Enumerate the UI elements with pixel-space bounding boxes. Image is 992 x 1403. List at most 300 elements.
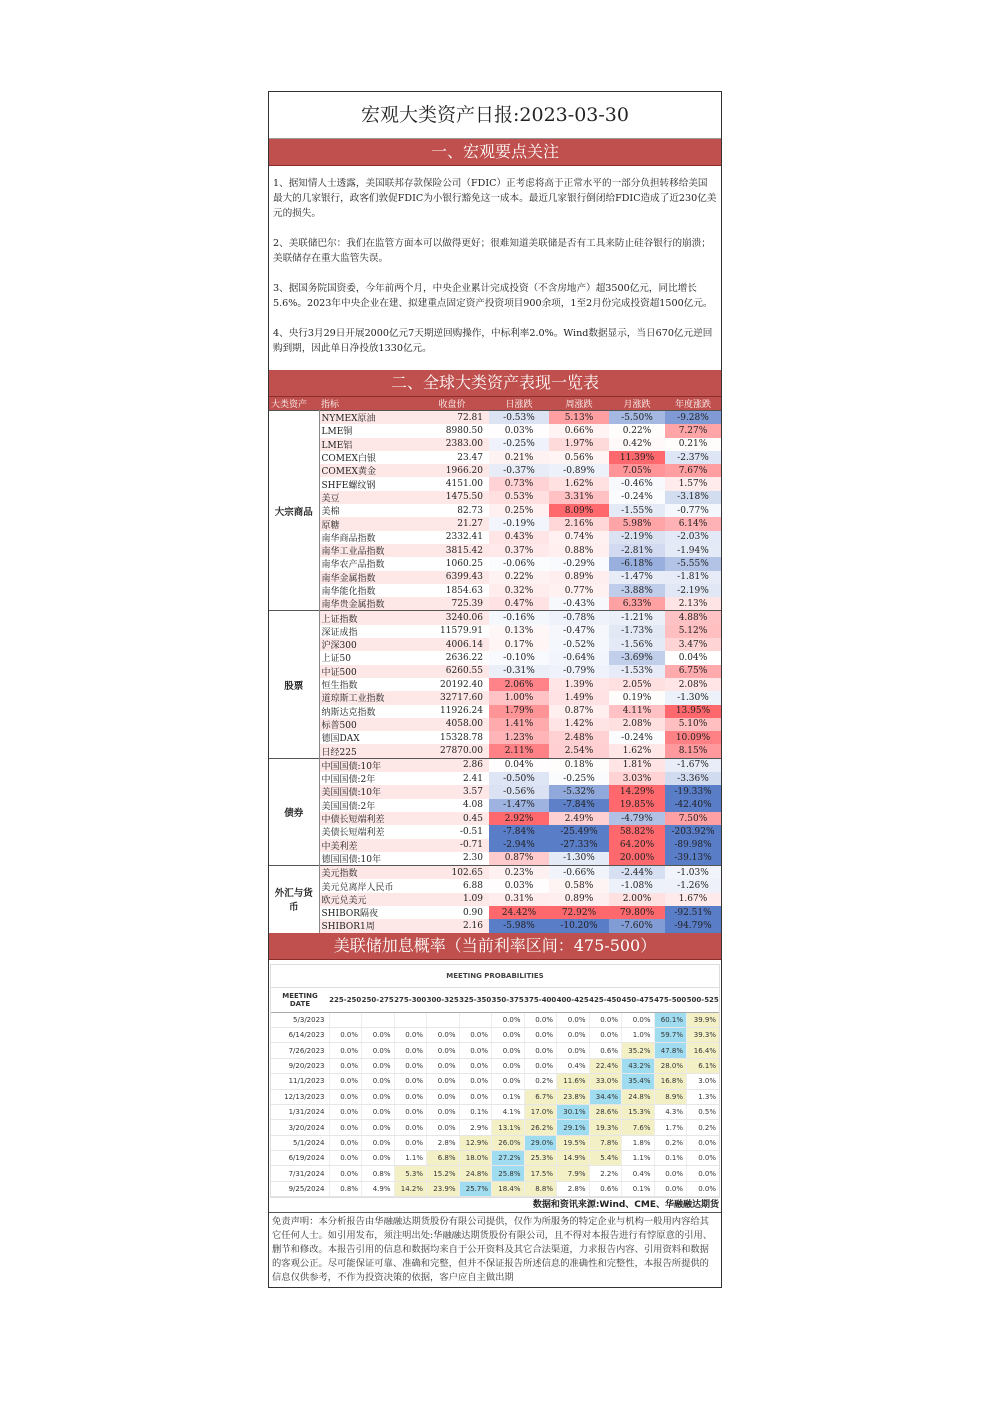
probability-cell: 0.0% (459, 1058, 492, 1073)
indicator-name: COMEX黄金 (319, 464, 415, 477)
meeting-date: 5/1/2024 (271, 1135, 329, 1150)
table-row (269, 812, 721, 825)
table-row (269, 919, 721, 932)
weekly-change: 0.89% (549, 571, 609, 584)
probability-cell: 2.2% (589, 1166, 622, 1181)
table-row (269, 906, 721, 919)
probability-cell: 0.0% (427, 1104, 460, 1119)
probability-cell: 0.0% (654, 1166, 687, 1181)
yearly-change: 6.75% (665, 665, 721, 678)
weekly-change: -0.47% (549, 625, 609, 638)
daily-change: -0.10% (489, 651, 549, 664)
probability-cell: 0.0% (362, 1120, 395, 1135)
daily-change: 0.73% (489, 477, 549, 490)
daily-change: 1.79% (489, 705, 549, 718)
indicator-name: 标普500 (319, 718, 415, 731)
weekly-change: -0.43% (549, 597, 609, 611)
probability-cell: 0.0% (557, 1043, 590, 1058)
daily-change: 0.37% (489, 544, 549, 557)
close-value: 11579.91 (415, 625, 489, 638)
probability-cell: 35.2% (622, 1043, 655, 1058)
weekly-change: 0.58% (549, 879, 609, 892)
daily-change: 0.21% (489, 451, 549, 464)
probability-cell: 22.4% (589, 1058, 622, 1073)
indicator-name: 美棉 (319, 504, 415, 517)
yearly-change: -1.26% (665, 879, 721, 892)
monthly-change: 58.82% (609, 825, 665, 838)
monthly-change: -2.81% (609, 544, 665, 557)
yearly-change: -42.40% (665, 799, 721, 812)
monthly-change: 11.39% (609, 451, 665, 464)
monthly-change: -0.24% (609, 491, 665, 504)
yearly-change: -94.79% (665, 919, 721, 932)
monthly-change: 4.11% (609, 705, 665, 718)
yearly-change: 5.10% (665, 718, 721, 731)
monthly-change: 20.00% (609, 852, 665, 866)
table-row (269, 785, 721, 798)
daily-change: 1.23% (489, 731, 549, 744)
fed-column-header: MEETING DATE (271, 988, 329, 1013)
fed-column-header: 275-300 (394, 988, 427, 1013)
daily-change: -0.06% (489, 557, 549, 570)
daily-change: -0.37% (489, 464, 549, 477)
close-value: 4.08 (415, 799, 489, 812)
close-value: 32717.60 (415, 691, 489, 704)
weekly-change: -0.89% (549, 464, 609, 477)
probability-cell: 2.9% (459, 1120, 492, 1135)
monthly-change: -0.24% (609, 731, 665, 744)
probability-cell: 0.0% (492, 1074, 525, 1089)
weekly-change: 0.74% (549, 531, 609, 544)
monthly-change: -1.08% (609, 879, 665, 892)
probability-cell: 7.8% (589, 1135, 622, 1150)
probability-cell: 0.0% (524, 1043, 557, 1058)
fed-probability-table (271, 988, 719, 1198)
daily-change: 0.31% (489, 893, 549, 906)
news-item: 4、央行3月29日开展2000亿元7天期逆回购操作，中标利率2.0%。Wind数据显示，当日670亿元逆回购到期，因此单日净投放1330亿元。 (273, 328, 713, 354)
yearly-change: 0.04% (665, 651, 721, 664)
probability-cell: 0.0% (329, 1151, 362, 1166)
indicator-name: SHIBOR隔夜 (319, 906, 415, 919)
table-row (269, 424, 721, 437)
daily-change: 2.92% (489, 812, 549, 825)
close-value: 82.73 (415, 504, 489, 517)
probability-cell: 35.4% (622, 1074, 655, 1089)
weekly-change: -27.33% (549, 839, 609, 852)
monthly-change: 64.20% (609, 839, 665, 852)
probability-cell: 17.0% (524, 1104, 557, 1119)
table-row (269, 772, 721, 785)
probability-cell: 18.0% (459, 1151, 492, 1166)
weekly-change: 0.66% (549, 424, 609, 437)
weekly-change: 1.97% (549, 438, 609, 451)
close-value: 2332.41 (415, 531, 489, 544)
probability-cell: 15.3% (622, 1104, 655, 1119)
fed-row (271, 1074, 719, 1089)
category-label: 大宗商品 (269, 411, 319, 611)
close-value: 2.86 (415, 758, 489, 772)
daily-change: 0.25% (489, 504, 549, 517)
asset-performance-table (269, 397, 721, 933)
table-row (269, 571, 721, 584)
probability-cell: 0.8% (329, 1181, 362, 1196)
monthly-change: -6.18% (609, 557, 665, 570)
meeting-date: 6/14/2023 (271, 1027, 329, 1042)
weekly-change: 0.87% (549, 705, 609, 718)
weekly-change: 1.62% (549, 477, 609, 490)
yearly-change: -5.55% (665, 557, 721, 570)
daily-change: 0.03% (489, 424, 549, 437)
weekly-change: -1.30% (549, 852, 609, 866)
indicator-name: 中国国债:2年 (319, 772, 415, 785)
probability-cell: 0.0% (362, 1089, 395, 1104)
close-value: 15328.78 (415, 731, 489, 744)
probability-cell: 0.0% (394, 1074, 427, 1089)
daily-change: -1.47% (489, 799, 549, 812)
probability-cell: 16.8% (654, 1074, 687, 1089)
weekly-change: -0.25% (549, 772, 609, 785)
probability-cell: 0.0% (459, 1027, 492, 1042)
probability-cell: 0.0% (394, 1058, 427, 1073)
table-row (269, 611, 721, 625)
probability-cell: 0.2% (687, 1120, 720, 1135)
table-row (269, 464, 721, 477)
monthly-change: -1.55% (609, 504, 665, 517)
probability-cell: 19.5% (557, 1135, 590, 1150)
data-source: 数据和资讯来源:Wind、CME、华融融达期货 (532, 1200, 719, 1211)
probability-cell: 25.3% (524, 1151, 557, 1166)
probability-cell: 0.0% (459, 1074, 492, 1089)
probability-cell: 0.0% (492, 1012, 525, 1027)
probability-cell (459, 1012, 492, 1027)
weekly-change: 0.18% (549, 758, 609, 772)
probability-cell: 0.0% (329, 1043, 362, 1058)
daily-change: 0.22% (489, 571, 549, 584)
probability-cell: 8.9% (654, 1089, 687, 1104)
indicator-name: 美国国债:10年 (319, 785, 415, 798)
probability-cell: 0.0% (459, 1089, 492, 1104)
probability-cell: 12.9% (459, 1135, 492, 1150)
probability-cell: 0.0% (329, 1027, 362, 1042)
table-row (269, 504, 721, 517)
probability-cell: 0.0% (459, 1043, 492, 1058)
monthly-change: -1.47% (609, 571, 665, 584)
header-monthly: 月涨跌 (609, 397, 665, 411)
yearly-change: -3.18% (665, 491, 721, 504)
probability-cell: 0.8% (362, 1166, 395, 1181)
fed-row (271, 1120, 719, 1135)
weekly-change: 2.49% (549, 812, 609, 825)
yearly-change: -92.51% (665, 906, 721, 919)
probability-cell: 1.7% (654, 1120, 687, 1135)
monthly-change: -4.79% (609, 812, 665, 825)
report-page (268, 91, 722, 1288)
yearly-change: -203.92% (665, 825, 721, 838)
monthly-change: 2.00% (609, 893, 665, 906)
probability-cell: 26.0% (492, 1135, 525, 1150)
yearly-change: -19.33% (665, 785, 721, 798)
probability-cell: 0.0% (492, 1027, 525, 1042)
close-value: 20192.40 (415, 678, 489, 691)
monthly-change: -2.44% (609, 866, 665, 880)
close-value: 6260.55 (415, 665, 489, 678)
table-row (269, 665, 721, 678)
monthly-change: 6.33% (609, 597, 665, 611)
probability-cell: 29.0% (524, 1135, 557, 1150)
yearly-change: 6.14% (665, 517, 721, 530)
monthly-change: -5.50% (609, 411, 665, 425)
meeting-date: 6/19/2024 (271, 1151, 329, 1166)
probability-cell: 0.0% (557, 1027, 590, 1042)
indicator-name: 德国国债:10年 (319, 852, 415, 866)
probability-cell: 0.0% (329, 1058, 362, 1073)
indicator-name: 中债长短端利差 (319, 812, 415, 825)
meeting-date: 7/31/2024 (271, 1166, 329, 1181)
table-row (269, 744, 721, 758)
daily-change: -5.98% (489, 919, 549, 932)
yearly-change: -1.67% (665, 758, 721, 772)
indicator-name: 日经225 (319, 744, 415, 758)
probability-cell: 2.8% (427, 1135, 460, 1150)
daily-change: 0.23% (489, 866, 549, 880)
close-value: 1475.50 (415, 491, 489, 504)
yearly-change: 1.57% (665, 477, 721, 490)
table-row (269, 825, 721, 838)
table-row (269, 879, 721, 892)
monthly-change: -0.46% (609, 477, 665, 490)
probability-cell: 0.1% (459, 1104, 492, 1119)
probability-cell: 5.4% (589, 1151, 622, 1166)
disclaimer: 免责声明：本分析报告由华融融达期货股份有限公司提供，仅作为所服务的特定企业与机构一般用内容给其它任何人士。如引用发布，须注明出处:华融融达期货股份有限公司，且不得对本报告进行有悖原意的引用、删节和修改。本报告引用的信息和数据均来自于公开资料及其它合法渠道，力求报告内容、引用资料和数据的客观公正。尽可能保证可靠、准确和完整，但并不保证报告所述信息的准确性和完整性，本报告所提供的信息仅供参考，不作为投资决策的依据，客户应自主做出期 (269, 1212, 721, 1287)
close-value: 4151.00 (415, 477, 489, 490)
daily-change: -0.31% (489, 665, 549, 678)
close-value: -0.71 (415, 839, 489, 852)
monthly-change: -2.19% (609, 531, 665, 544)
daily-change: 0.04% (489, 758, 549, 772)
monthly-change: 2.08% (609, 718, 665, 731)
weekly-change: 0.88% (549, 544, 609, 557)
probability-cell: 0.0% (589, 1012, 622, 1027)
table-row (269, 758, 721, 772)
table-row (269, 477, 721, 490)
fed-row (271, 1043, 719, 1058)
table-row (269, 625, 721, 638)
daily-change: 0.13% (489, 625, 549, 638)
probability-cell: 0.1% (654, 1151, 687, 1166)
fed-probability-panel (269, 960, 721, 1199)
probability-cell: 0.0% (362, 1151, 395, 1166)
indicator-name: 原糖 (319, 517, 415, 530)
indicator-name: SHFE螺纹钢 (319, 477, 415, 490)
probability-cell: 30.1% (557, 1104, 590, 1119)
monthly-change: 1.62% (609, 744, 665, 758)
fed-row (271, 1012, 719, 1027)
fed-column-header: 325-350 (459, 988, 492, 1013)
probability-cell (362, 1012, 395, 1027)
indicator-name: COMEX白银 (319, 451, 415, 464)
table-row (269, 438, 721, 451)
probability-cell: 34.4% (589, 1089, 622, 1104)
probability-cell: 0.0% (394, 1135, 427, 1150)
weekly-change: 1.49% (549, 691, 609, 704)
daily-change: 0.17% (489, 638, 549, 651)
probability-cell: 0.0% (362, 1027, 395, 1042)
close-value: 11926.24 (415, 705, 489, 718)
indicator-name: 南华能化指数 (319, 584, 415, 597)
fed-column-header: 250-275 (362, 988, 395, 1013)
probability-cell: 0.0% (329, 1120, 362, 1135)
probability-cell: 0.0% (362, 1043, 395, 1058)
category-label: 债券 (269, 758, 319, 865)
weekly-change: 2.54% (549, 744, 609, 758)
close-value: 1.09 (415, 893, 489, 906)
probability-cell: 0.0% (394, 1104, 427, 1119)
probability-cell: 7.6% (622, 1120, 655, 1135)
indicator-name: 美元兑离岸人民币 (319, 879, 415, 892)
daily-change: 24.42% (489, 906, 549, 919)
daily-change: -0.16% (489, 611, 549, 625)
yearly-change: 10.09% (665, 731, 721, 744)
probability-cell: 39.9% (687, 1012, 720, 1027)
close-value: 1060.25 (415, 557, 489, 570)
report-title: 宏观大类资产日报:2023-03-30 (269, 92, 721, 139)
section-macro-title: 一、宏观要点关注 (269, 139, 721, 166)
monthly-change: 2.05% (609, 678, 665, 691)
probability-cell: 0.0% (492, 1043, 525, 1058)
probability-cell: 0.1% (622, 1181, 655, 1196)
indicator-name: 美国国债:2年 (319, 799, 415, 812)
weekly-change: -0.64% (549, 651, 609, 664)
weekly-change: 1.42% (549, 718, 609, 731)
fed-column-header: 225-250 (329, 988, 362, 1013)
indicator-name: NYMEX原油 (319, 411, 415, 425)
weekly-change: -0.79% (549, 665, 609, 678)
fed-column-header: 400-425 (557, 988, 590, 1013)
indicator-name: 南华农产品指数 (319, 557, 415, 570)
probability-cell: 0.1% (492, 1089, 525, 1104)
probability-cell: 0.2% (654, 1135, 687, 1150)
weekly-change: 2.16% (549, 517, 609, 530)
probability-cell: 15.2% (427, 1166, 460, 1181)
indicator-name: 沪深300 (319, 638, 415, 651)
fed-column-header: 450-475 (622, 988, 655, 1013)
close-value: 2.30 (415, 852, 489, 866)
probability-cell: 18.4% (492, 1181, 525, 1196)
indicator-name: 恒生指数 (319, 678, 415, 691)
probability-cell: 0.0% (362, 1135, 395, 1150)
weekly-change: 8.09% (549, 504, 609, 517)
probability-cell: 23.8% (557, 1089, 590, 1104)
yearly-change: -3.36% (665, 772, 721, 785)
monthly-change: -1.21% (609, 611, 665, 625)
probability-cell: 4.3% (654, 1104, 687, 1119)
table-row (269, 705, 721, 718)
probability-cell: 13.1% (492, 1120, 525, 1135)
fed-row (271, 1181, 719, 1196)
probability-cell: 0.0% (394, 1089, 427, 1104)
yearly-change: 3.47% (665, 638, 721, 651)
monthly-change: 0.19% (609, 691, 665, 704)
probability-cell: 43.2% (622, 1058, 655, 1073)
meeting-date: 11/1/2023 (271, 1074, 329, 1089)
close-value: 6.88 (415, 879, 489, 892)
probability-cell: 1.3% (687, 1089, 720, 1104)
probability-cell: 0.0% (557, 1012, 590, 1027)
fed-column-header: 475-500 (654, 988, 687, 1013)
meeting-date: 12/13/2023 (271, 1089, 329, 1104)
probability-cell: 28.0% (654, 1058, 687, 1073)
close-value: 6399.43 (415, 571, 489, 584)
yearly-change: 7.50% (665, 812, 721, 825)
probability-cell: 17.5% (524, 1166, 557, 1181)
indicator-name: 中国国债:10年 (319, 758, 415, 772)
close-value: 3240.06 (415, 611, 489, 625)
daily-change: 0.32% (489, 584, 549, 597)
probability-cell: 2.8% (557, 1181, 590, 1196)
meeting-date: 7/26/2023 (271, 1043, 329, 1058)
monthly-change: -1.73% (609, 625, 665, 638)
probability-cell: 23.9% (427, 1181, 460, 1196)
section-assets-title: 二、全球大类资产表现一览表 (269, 370, 721, 397)
probability-cell: 0.4% (622, 1166, 655, 1181)
close-value: 4058.00 (415, 718, 489, 731)
yearly-change: -2.19% (665, 584, 721, 597)
yearly-change: 7.67% (665, 464, 721, 477)
header-category: 大类资产 (269, 397, 319, 411)
probability-cell (329, 1012, 362, 1027)
table-row (269, 491, 721, 504)
indicator-name: 道琼斯工业指数 (319, 691, 415, 704)
weekly-change: -5.32% (549, 785, 609, 798)
indicator-name: 南华贵金属指数 (319, 597, 415, 611)
close-value: 72.81 (415, 411, 489, 425)
indicator-name: LME铜 (319, 424, 415, 437)
yearly-change: -1.03% (665, 866, 721, 880)
close-value: 102.65 (415, 866, 489, 880)
header-daily: 日涨跌 (489, 397, 549, 411)
probability-cell: 6.7% (524, 1089, 557, 1104)
probability-cell: 0.0% (492, 1058, 525, 1073)
monthly-change: 14.29% (609, 785, 665, 798)
indicator-name: SHIBOR1周 (319, 919, 415, 932)
indicator-name: 中证500 (319, 665, 415, 678)
probability-cell: 0.6% (589, 1043, 622, 1058)
probability-cell: 0.0% (524, 1012, 557, 1027)
daily-change: -0.50% (489, 772, 549, 785)
probability-cell: 0.0% (362, 1074, 395, 1089)
probability-cell: 39.3% (687, 1027, 720, 1042)
table-row (269, 866, 721, 880)
probability-cell: 0.0% (329, 1166, 362, 1181)
meeting-date: 3/20/2024 (271, 1120, 329, 1135)
indicator-name: 美元指数 (319, 866, 415, 880)
probability-cell: 0.2% (524, 1074, 557, 1089)
yearly-change: 13.95% (665, 705, 721, 718)
meeting-date: 5/3/2023 (271, 1012, 329, 1027)
close-value: 2383.00 (415, 438, 489, 451)
fed-row (271, 1135, 719, 1150)
probability-cell: 11.6% (557, 1074, 590, 1089)
yearly-change: -9.28% (665, 411, 721, 425)
category-label: 外汇与货币 (269, 866, 319, 933)
weekly-change: -0.66% (549, 866, 609, 880)
yearly-change: 8.15% (665, 744, 721, 758)
yearly-change: 5.12% (665, 625, 721, 638)
header-indicator: 指标 (319, 397, 415, 411)
probability-cell: 33.0% (589, 1074, 622, 1089)
close-value: 0.90 (415, 906, 489, 919)
yearly-change: -39.13% (665, 852, 721, 866)
